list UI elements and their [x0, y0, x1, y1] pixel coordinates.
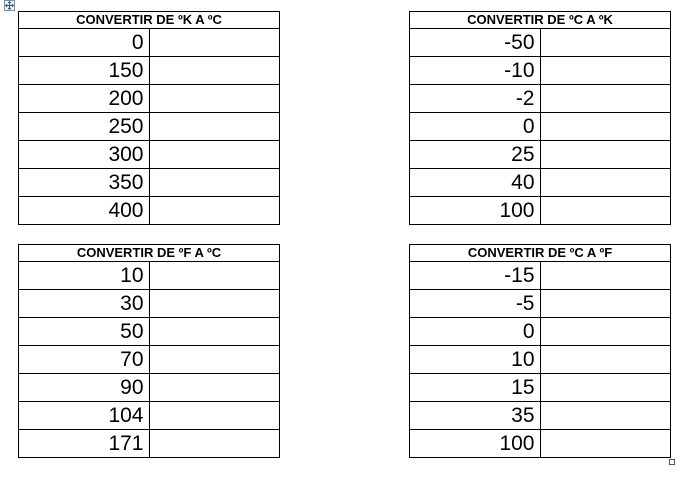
table-row [410, 290, 671, 318]
table-row [19, 197, 280, 225]
table-title: CONVERTIR DE ºF A ºC [19, 245, 280, 262]
table-kelvin-to-celsius [18, 11, 280, 225]
table-row [19, 29, 280, 57]
answer-cell[interactable] [540, 29, 671, 57]
value-cell: 171 [19, 430, 150, 458]
answer-cell[interactable] [540, 346, 671, 374]
table-row [410, 113, 671, 141]
value-cell: 40 [410, 169, 541, 197]
table-row [410, 346, 671, 374]
answer-cell[interactable] [540, 85, 671, 113]
answer-cell[interactable] [540, 57, 671, 85]
table-row [410, 169, 671, 197]
value-cell: 35 [410, 402, 541, 430]
answer-cell[interactable] [540, 169, 671, 197]
table-fahrenheit-to-celsius [18, 244, 280, 458]
table-row [410, 141, 671, 169]
answer-cell[interactable] [149, 262, 280, 290]
answer-cell[interactable] [540, 290, 671, 318]
table-row [19, 169, 280, 197]
table-row [19, 85, 280, 113]
answer-cell[interactable] [149, 141, 280, 169]
table-celsius-to-kelvin [409, 11, 671, 225]
table-row [19, 346, 280, 374]
value-cell: 70 [19, 346, 150, 374]
table-row [19, 402, 280, 430]
table-row [19, 141, 280, 169]
value-cell: 250 [19, 113, 150, 141]
table-row [19, 113, 280, 141]
table-title: CONVERTIR DE ºK A ºC [19, 12, 280, 29]
value-cell: 104 [19, 402, 150, 430]
value-cell: 300 [19, 141, 150, 169]
table-row [410, 85, 671, 113]
answer-cell[interactable] [149, 197, 280, 225]
answer-cell[interactable] [149, 29, 280, 57]
table-row [410, 430, 671, 458]
value-cell: 25 [410, 141, 541, 169]
value-cell: -2 [410, 85, 541, 113]
answer-cell[interactable] [540, 374, 671, 402]
answer-cell[interactable] [540, 113, 671, 141]
value-cell: 15 [410, 374, 541, 402]
value-cell: -15 [410, 262, 541, 290]
table-title: CONVERTIR DE ºC A ºF [410, 245, 671, 262]
value-cell: 400 [19, 197, 150, 225]
answer-cell[interactable] [540, 197, 671, 225]
value-cell: 0 [19, 29, 150, 57]
value-cell: 90 [19, 374, 150, 402]
answer-cell[interactable] [149, 318, 280, 346]
table-title: CONVERTIR DE ºC A ºK [410, 12, 671, 29]
table-row [410, 262, 671, 290]
answer-cell[interactable] [540, 141, 671, 169]
answer-cell[interactable] [540, 402, 671, 430]
table-row [410, 402, 671, 430]
value-cell: 30 [19, 290, 150, 318]
value-cell: -10 [410, 57, 541, 85]
value-cell: 10 [410, 346, 541, 374]
value-cell: 0 [410, 113, 541, 141]
table-row [410, 29, 671, 57]
table-row [19, 318, 280, 346]
value-cell: 50 [19, 318, 150, 346]
table-resize-handle-icon[interactable] [669, 459, 675, 465]
answer-cell[interactable] [540, 318, 671, 346]
table-move-handle-icon[interactable] [4, 0, 15, 11]
table-row [19, 262, 280, 290]
answer-cell[interactable] [149, 85, 280, 113]
table-row [410, 57, 671, 85]
table-celsius-to-fahrenheit [409, 244, 671, 458]
value-cell: 100 [410, 197, 541, 225]
value-cell: 350 [19, 169, 150, 197]
value-cell: 10 [19, 262, 150, 290]
answer-cell[interactable] [149, 290, 280, 318]
table-row [19, 57, 280, 85]
answer-cell[interactable] [149, 402, 280, 430]
table-row [410, 197, 671, 225]
answer-cell[interactable] [149, 169, 280, 197]
answer-cell[interactable] [149, 346, 280, 374]
answer-cell[interactable] [149, 430, 280, 458]
value-cell: -5 [410, 290, 541, 318]
answer-cell[interactable] [149, 113, 280, 141]
answer-cell[interactable] [540, 262, 671, 290]
answer-cell[interactable] [149, 57, 280, 85]
value-cell: -50 [410, 29, 541, 57]
answer-cell[interactable] [540, 430, 671, 458]
table-row [410, 318, 671, 346]
value-cell: 0 [410, 318, 541, 346]
table-row [19, 290, 280, 318]
value-cell: 100 [410, 430, 541, 458]
value-cell: 200 [19, 85, 150, 113]
table-row [410, 374, 671, 402]
value-cell: 150 [19, 57, 150, 85]
table-row [19, 430, 280, 458]
table-row [19, 374, 280, 402]
answer-cell[interactable] [149, 374, 280, 402]
